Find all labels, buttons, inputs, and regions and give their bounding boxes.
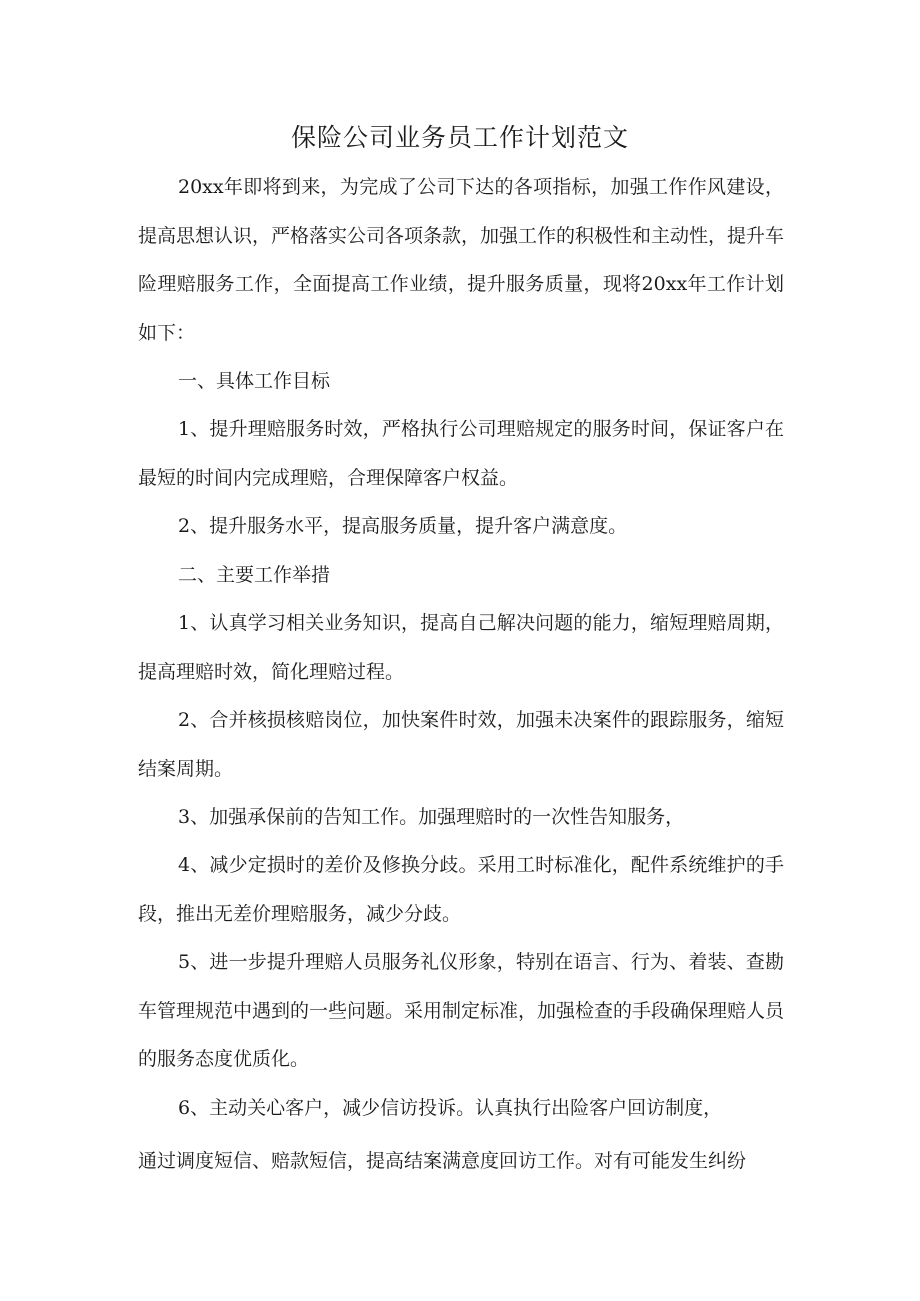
section-heading-measures: 二、主要工作举措 (178, 564, 331, 586)
measure-item-5: 5、进一步提升理赔人员服务礼仪形象，特别在语言、行为、着装、查勘车管理规范中遇到的一些问题。采用制定标准，加强检查的手段确保理赔人员的服务态度优质化。 (138, 951, 785, 1070)
measure-item-6-continued: 通过调度短信、赔款短信，提高结案满意度回访工作。对有可能发生纠纷 (138, 1150, 747, 1172)
document-title: 保险公司业务员工作计划范文 (290, 123, 629, 152)
measure-item-4: 4、减少定损时的差价及修换分歧。采用工时标准化，配件系统维护的手段，推出无差价理赔服务，减少分歧。 (138, 854, 784, 925)
measure-item-1: 1、认真学习相关业务知识，提高自己解决问题的能力，缩短理赔周期，提高理赔时效，简化理赔过程。 (138, 612, 784, 683)
intro-paragraph: 20xx年即将到来，为完成了公司下达的各项指标，加强工作作风建设，提高思想认识，严格落实公司各项条款，加强工作的积极性和主动性，提升车险理赔服务工作，全面提高工作业绩，提升服务质量，现将20xx年工作计划如下： (138, 176, 785, 344)
measure-item-3: 3、加强承保前的告知工作。加强理赔时的一次性告知服务， (178, 806, 685, 828)
goal-item-2: 2、提升服务水平，提高服务质量，提升客户满意度。 (178, 515, 628, 537)
goal-item-1: 1、提升理赔服务时效，严格执行公司理赔规定的服务时间，保证客户在最短的时间内完成理赔，合理保障客户权益。 (138, 418, 784, 489)
measure-item-2: 2、合并核损核赔岗位，加快案件时效，加强未决案件的跟踪服务，缩短结案周期。 (138, 709, 784, 780)
measure-item-6: 6、主动关心客户，减少信访投诉。认真执行出险客户回访制度， (178, 1097, 723, 1119)
section-heading-goals: 一、具体工作目标 (178, 370, 331, 392)
